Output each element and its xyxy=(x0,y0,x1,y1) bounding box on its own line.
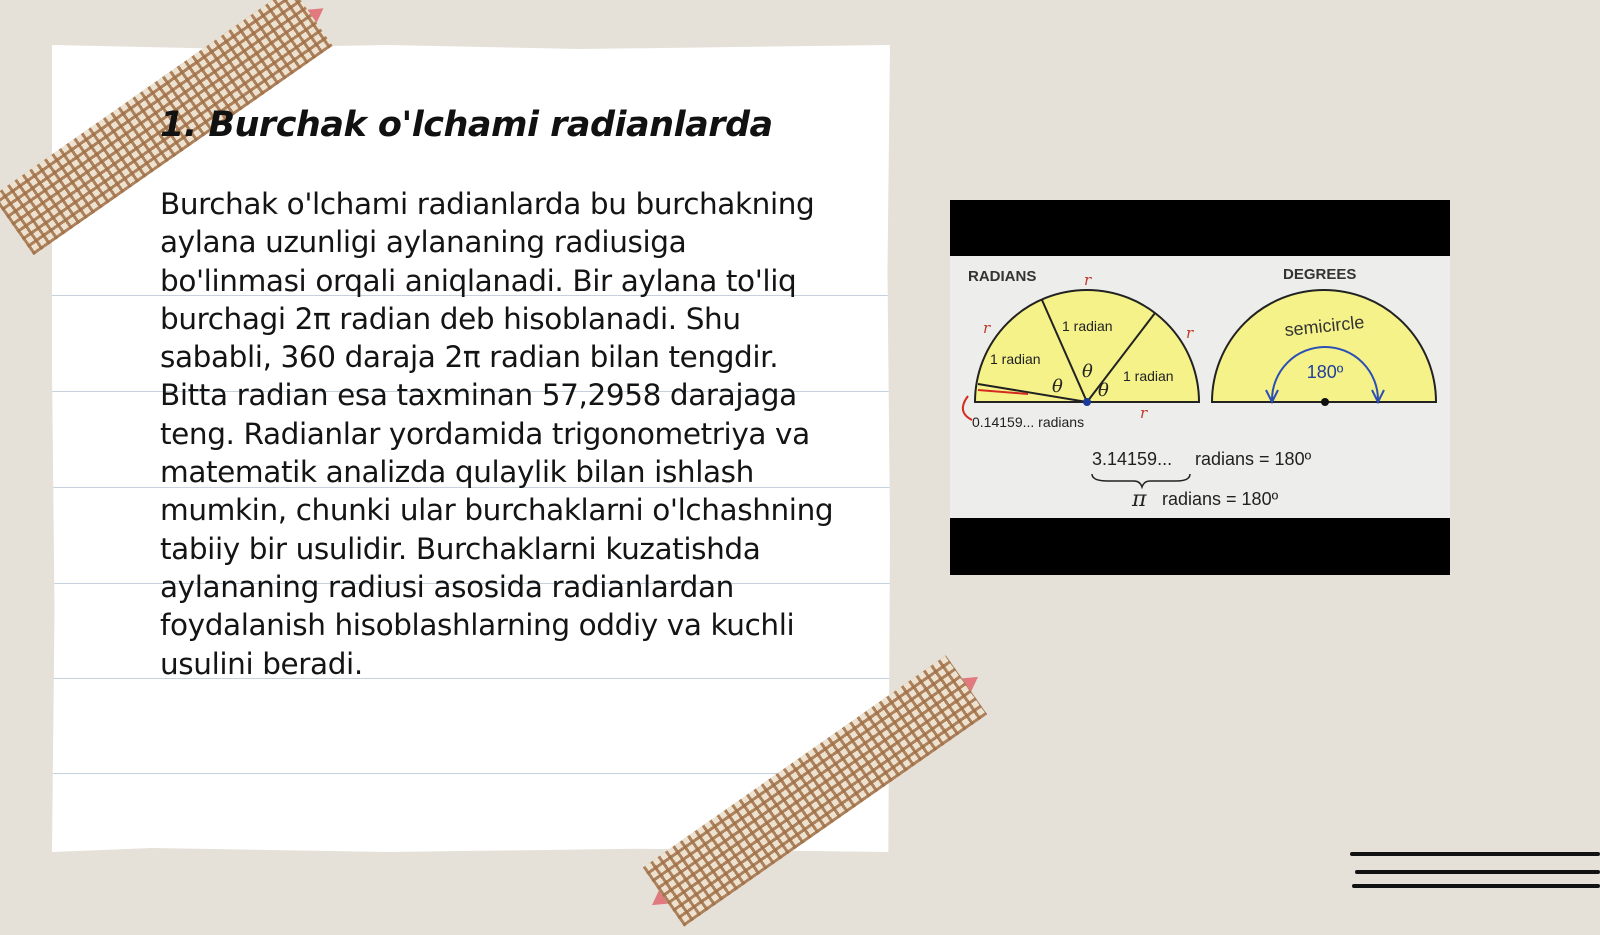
center-dot xyxy=(1321,398,1329,406)
remainder-label: 0.14159... radians xyxy=(972,414,1085,430)
one-radian-label: 1 radian xyxy=(1062,318,1113,334)
slide-title: 1. Burchak o'lchami radianlarda xyxy=(160,105,773,145)
center-dot xyxy=(1083,398,1091,406)
theta-symbol: θ xyxy=(1082,361,1093,382)
radians-heading: RADIANS xyxy=(968,268,1037,285)
radius-symbol: r xyxy=(1140,404,1148,422)
decorative-line xyxy=(1355,870,1600,874)
equation-1-value: 3.14159... xyxy=(1092,449,1173,469)
theta-symbol: θ xyxy=(1052,376,1063,397)
radius-symbol: r xyxy=(983,319,991,337)
one-radian-label: 1 radian xyxy=(1123,368,1174,384)
equation-1-rest: radians = 180º xyxy=(1195,449,1312,469)
paper-rule-line xyxy=(52,773,890,774)
semicircle-label: semicircle xyxy=(1283,311,1366,341)
radians-degrees-figure xyxy=(950,200,1450,575)
radius-symbol: r xyxy=(1084,271,1092,289)
equation-2-rest: radians = 180º xyxy=(1162,489,1279,509)
theta-symbol: θ xyxy=(1098,380,1109,401)
one-radian-label: 1 radian xyxy=(990,351,1041,367)
degree-label: 180º xyxy=(1306,362,1344,382)
decorative-line xyxy=(1350,852,1600,856)
equation-2-symbol: π xyxy=(1132,487,1147,512)
decorative-line xyxy=(1352,884,1600,888)
radius-symbol: r xyxy=(1186,324,1194,342)
degrees-heading: DEGREES xyxy=(1283,266,1357,283)
slide-body-text: Burchak o'lchami radianlarda bu burchakning aylana uzunligi aylananing radiusiga bo'linmasi orqali aniqlanadi. Bir aylana to'liq burchagi 2π radian deb hisoblanadi. Shu sababli, 360 daraja 2π radian bilan tengdir. Bitta radian esa taxminan 57,2958 darajaga teng. Radianlar yordamida trigonometriya va matematik analizda qulaylik bilan ishlash mumkin, chunki ular burchaklarni o'lchashning tabiiy bir usulidir. Burchaklarni kuzatishda aylananing radiusi asosida radianlardan foydalanish hisoblashlarning oddiy va kuchli usulini beradi. xyxy=(160,187,834,681)
